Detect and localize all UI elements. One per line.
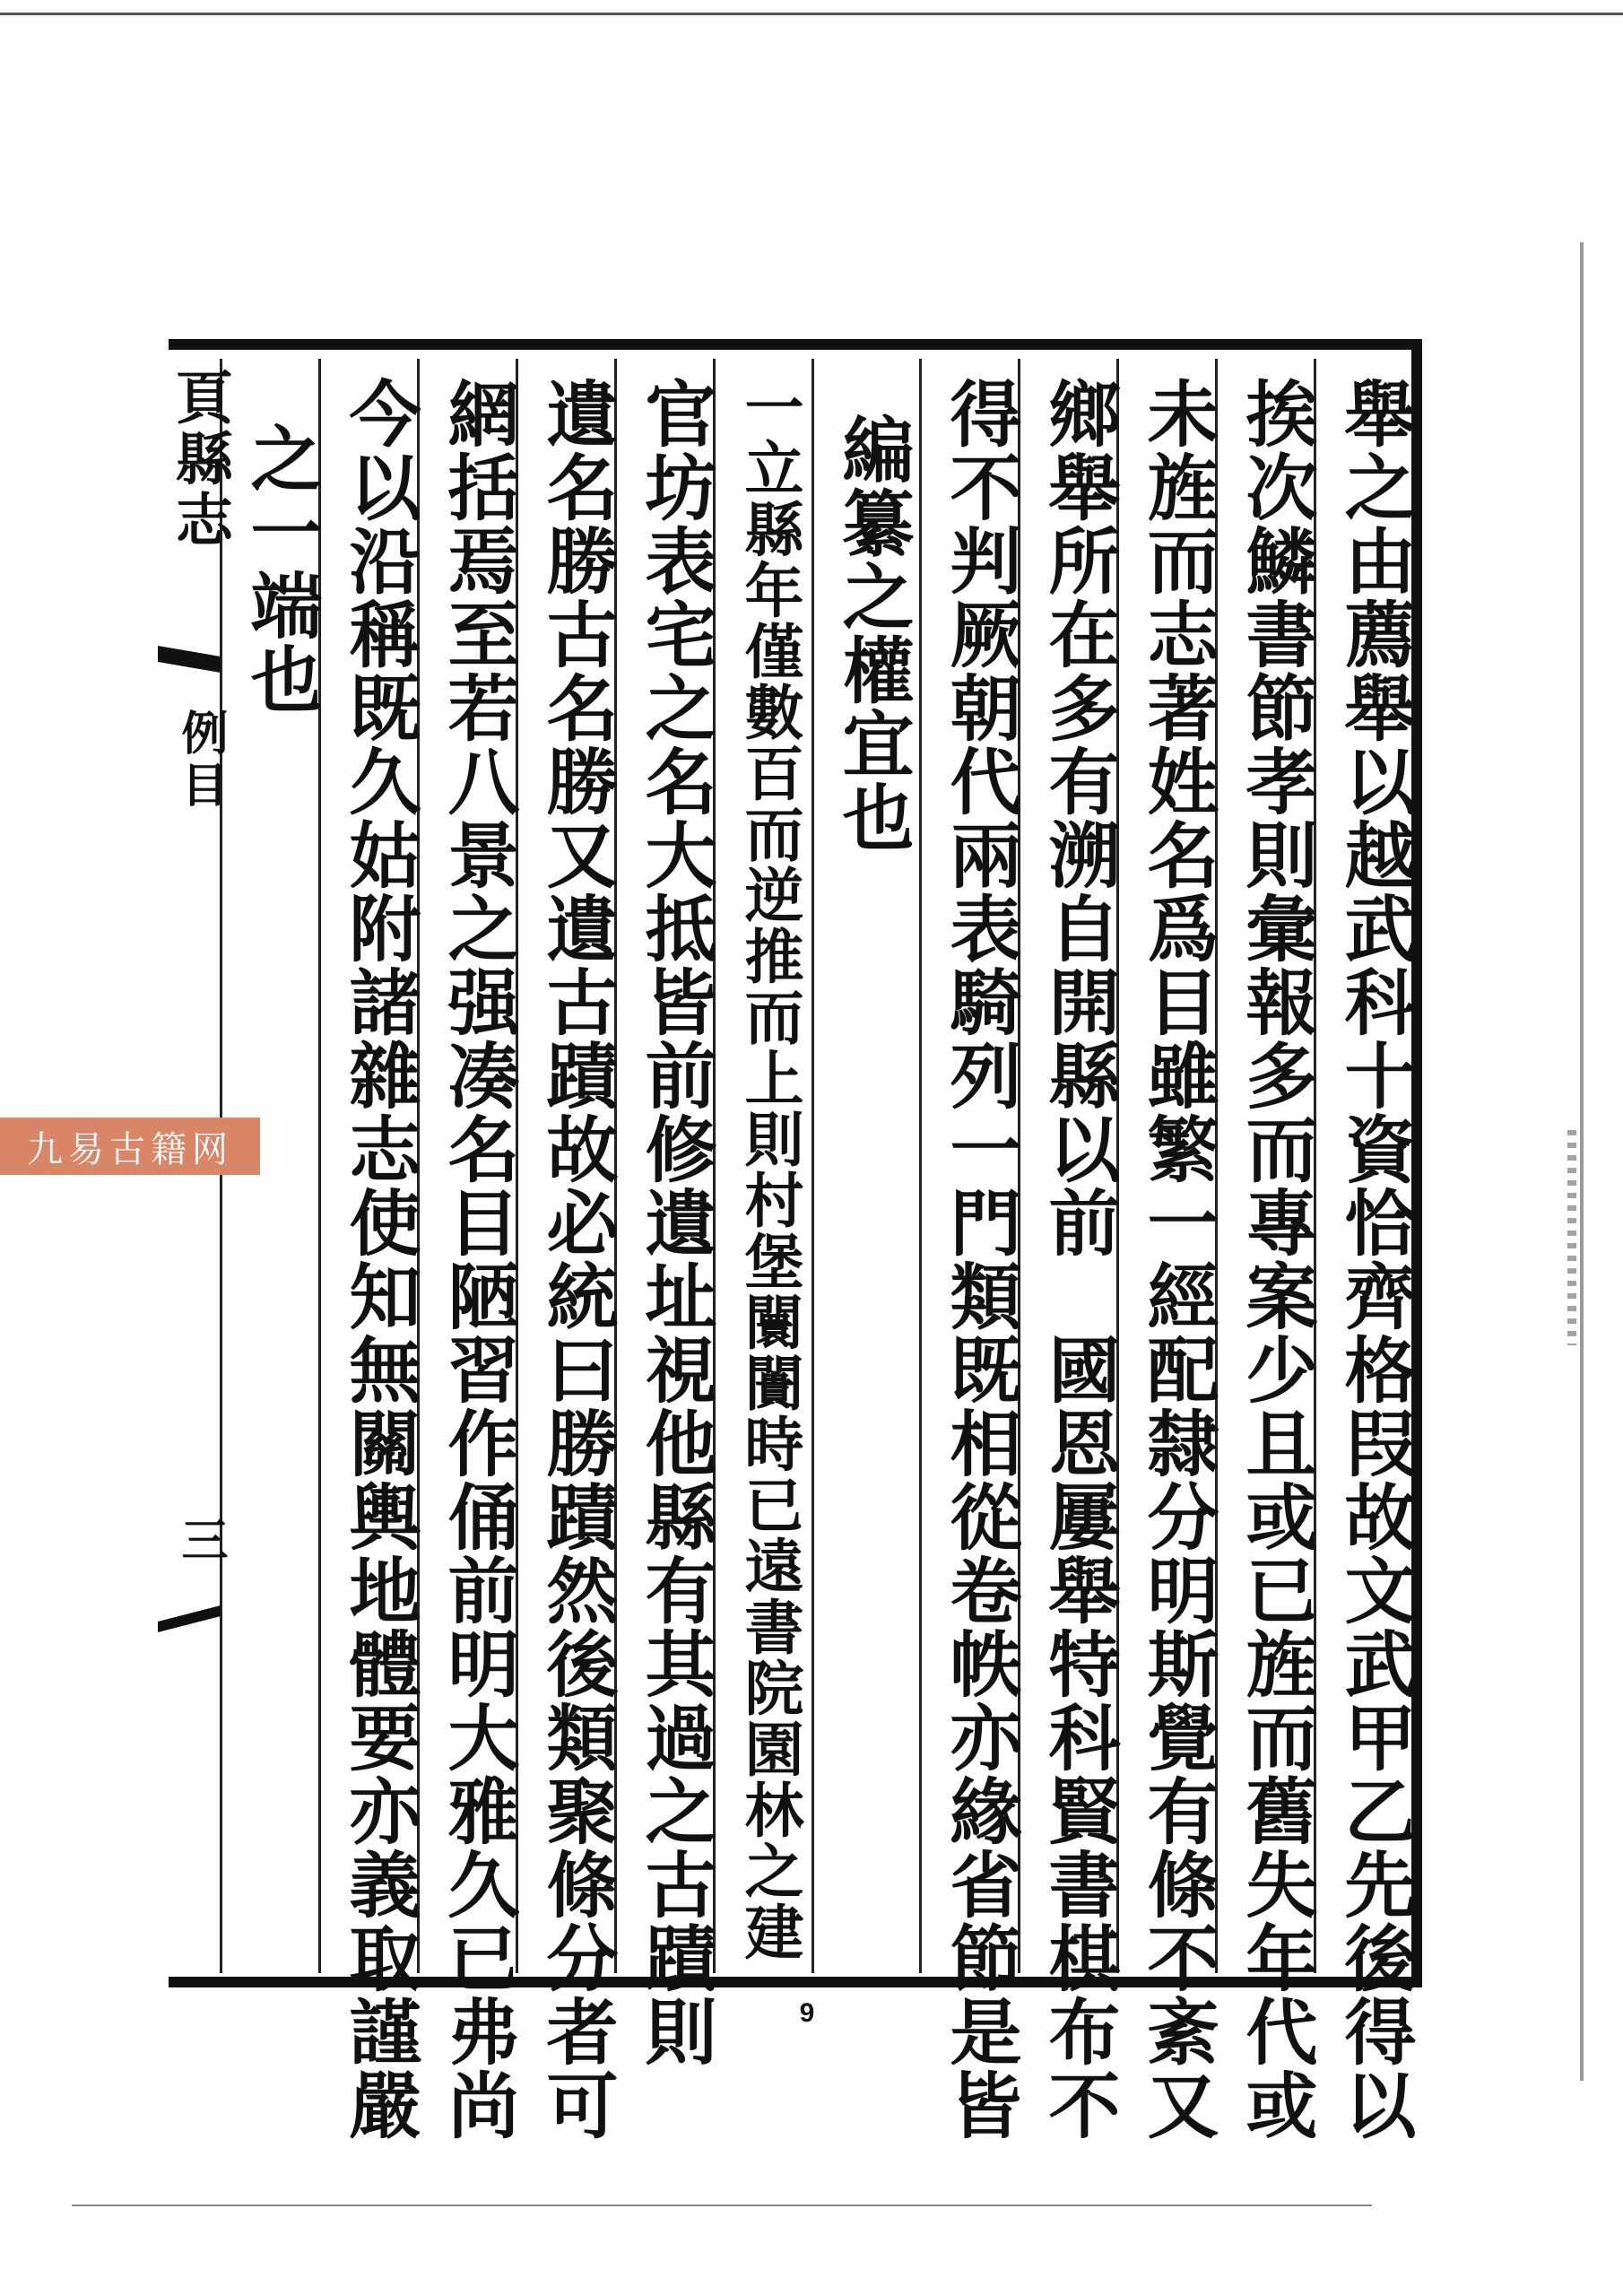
page-number: 9 (799, 1998, 815, 2028)
watermark-logo: 九易古籍网 (0, 1118, 260, 1175)
page-edge-line (1580, 242, 1584, 2081)
text-column-7: 一立縣年僅數百而逆推而上則村堡闤闠時已遠書院園林之建 (734, 377, 804, 1962)
margin-book-title: 頁縣志 (166, 368, 233, 551)
text-column-5: 得不判厥朝代兩表騎列一門類既相從卷帙亦緣省節是皆 (938, 377, 1022, 2142)
page-edge-noise (1567, 1130, 1576, 1345)
text-column-4: 鄉舉所在多有溯自開縣以前 國恩屢舉特科賢書棋布不 (1037, 377, 1121, 2142)
text-column-3: 未旌而志著姓名爲目雖繁一經配隸分明斯覺有條不紊又 (1135, 377, 1219, 2142)
text-column-9: 遺名勝古名勝又遺古蹟故必統曰勝蹟然後類聚條分者可 (534, 377, 619, 2142)
margin-section-title: 例目 (173, 709, 228, 813)
text-column-2: 挨次鱗書節孝則彙報多而專案少且或已旌而舊失年代或 (1234, 377, 1318, 2142)
text-column-10: 網括焉至若八景之强凑名目陋習作俑前明大雅久已弗尚 (436, 377, 520, 2142)
text-column-6: 編纂之權宜也 (830, 413, 915, 854)
text-column-12: 之一端也 (239, 422, 323, 716)
margin-page-marker: 三 (173, 1516, 228, 1562)
scan-border-bottom (72, 2205, 1372, 2206)
text-column-11: 今以沿稱既久姑附諸雜志使知無關輿地體要亦義取謹嚴 (337, 377, 421, 2142)
scan-border-top (0, 13, 1623, 15)
text-column-8: 官坊表宅之名大抵皆前修遺址視他縣有其過之古蹟則 (633, 377, 717, 2068)
text-column-1: 舉之由薦舉以越武科十資恰齊格叚故文武甲乙先後得以 (1332, 377, 1417, 2142)
